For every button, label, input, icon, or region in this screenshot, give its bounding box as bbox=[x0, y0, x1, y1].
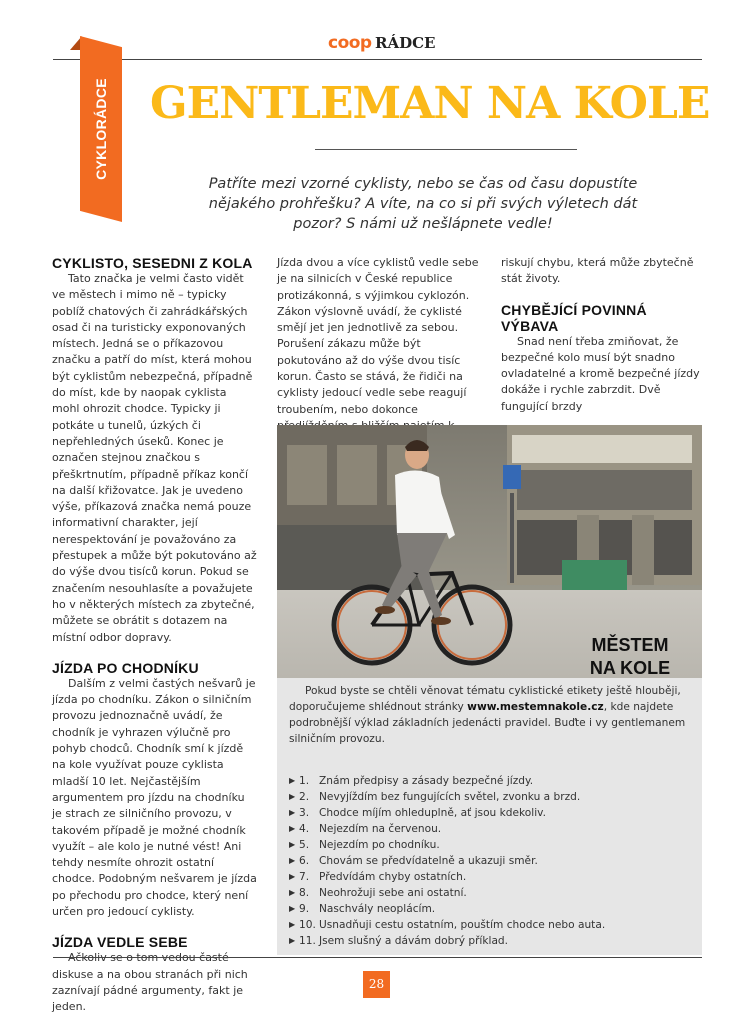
paragraph-side-by-side-cont: Jízda dvou a více cyklistů vedle sebe je na silnicích v České republice protizákonná, s výjimkou cyklozón. Zákon výslovně uvádí, že cyklisté smějí jet jen jednotlivě za sebou. Porušení zákazu může být pokutováno až do výše dvou tisíc korun. Často se stává, že řidiči na cyklisty jedoucí vedle sebe reagují troubením, nebo dokonce bbox=[277, 256, 479, 416]
paragraph-dismount: Tato značka je velmi často vidět ve městech i mimo ně – typicky poblíž chatových či zahrádkářských osad či na turisticky exponovaných místech. Jedná se o příkazovou značku a patří do míst, která mohou být cyklistům nebezpečná, případně do míst, kde by naopak cyklista mohl ohrozit chodce. Typicky ji potkáte u tunelů, úzkých či nepřehledných úseků. Konec je označen stejnou značkou s přeškrtnutím, případně příkaz končí na další křižovatce. Jak je uvedeno výše, příkazová značka nemá pouze informativní charakter, její nerespektování je považováno za přestupek a může být pokutováno až do výše dvou tisíců korun. Pokud se značením nesouhlasíte a považujete ho v některých místech za zbytečné, můžete se obrátit s dotazem na místní odbor dopravy. bbox=[52, 272, 257, 644]
box-intro bbox=[289, 683, 689, 747]
box-title-line1: MĚSTEM bbox=[591, 635, 669, 655]
rule-text: Chovám se předvídatelně a ukazuji směr. bbox=[319, 855, 538, 867]
column-middle bbox=[277, 255, 484, 451]
box-intro-text-a: Pokud byste se chtěli věnovat tématu cyklistické etikety ještě hlouběji, doporučujeme shlédnout stránky bbox=[289, 685, 681, 713]
section-name: RÁDCE bbox=[375, 34, 436, 52]
box-title bbox=[560, 634, 700, 680]
list-item bbox=[289, 933, 694, 949]
section-ribbon bbox=[70, 36, 136, 222]
coop-logo: coop bbox=[328, 33, 372, 53]
rule-number: 10. bbox=[299, 919, 316, 931]
list-item bbox=[289, 853, 694, 869]
arrow-bullet-icon: ▶ bbox=[289, 936, 296, 945]
list-item bbox=[289, 789, 694, 805]
arrow-bullet-icon: ▶ bbox=[289, 808, 296, 817]
rule-number: 7. bbox=[299, 871, 310, 883]
list-item bbox=[289, 869, 694, 885]
heading-sidewalk: JÍZDA PO CHODNÍKU bbox=[52, 659, 199, 676]
heading-dismount: CYKLISTO, SESEDNI Z KOLA bbox=[52, 255, 253, 271]
list-item bbox=[289, 837, 694, 853]
list-item bbox=[289, 917, 694, 933]
list-item bbox=[289, 805, 694, 821]
column-left bbox=[52, 255, 257, 1015]
rule-text: Nevyjíždím bez fungujících světel, zvonku a brzd. bbox=[319, 791, 581, 803]
paragraph-sidewalk: Dalším z velmi častých nešvarů je jízda po chodníku. Zákon o silničním provozu jednoznačně uvádí, že chodník je vyhrazen výlučně pro pohyb chodců. Chodník smí k jízdě na kole využívat pouze cyklista mladší 10 let. Nejčastějším argumentem pro jízdu na chodníku je strach ze silničního provozu, v takovém případě je možné chodník využít – ale kolo je nutné vést! Ani tehdy nesmíte ohrozit ostatní chodce. Podobným nešvarem je jízda po přechodu pro chodce, který není určen pro jedoucí cyklisty. bbox=[52, 676, 257, 918]
rule-number: 3. bbox=[299, 807, 310, 819]
rule-number: 1. bbox=[299, 775, 310, 787]
rules-list bbox=[289, 773, 694, 949]
rule-text: Nejezdím po chodníku. bbox=[319, 839, 440, 851]
arrow-bullet-icon: ▶ bbox=[289, 904, 296, 913]
arrow-bullet-icon: ▶ bbox=[289, 776, 296, 785]
page-number: 28 bbox=[363, 971, 390, 998]
list-item bbox=[289, 773, 694, 789]
paragraph-equipment: Snad není třeba zmiňovat, že bezpečné kolo musí být snadno ovladatelné a kromě bezpečné jízdy dokáže i rychle zabrzdit. Dvě fungující brzdy bbox=[501, 334, 700, 413]
arrow-bullet-icon: ▶ bbox=[289, 840, 296, 849]
column-right bbox=[501, 255, 706, 415]
title-divider bbox=[315, 149, 577, 150]
rule-text: Předvídám chyby ostatních. bbox=[319, 871, 467, 883]
box-intro-text-b: , kde najdete podrobnější výklad základních jedenácti pravidel. Buďte i vy gentlemanem silničním provozu. bbox=[289, 701, 686, 745]
rule-text: Naschvály neoplácím. bbox=[319, 903, 436, 915]
footer-divider bbox=[53, 957, 702, 958]
arrow-bullet-icon: ▶ bbox=[289, 824, 296, 833]
heading-side-by-side: JÍZDA VEDLE SEBE bbox=[52, 934, 188, 951]
box-title-line2: NA KOLE bbox=[589, 658, 671, 678]
rule-text: Usnadňuji cestu ostatním, pouštím chodce nebo auta. bbox=[319, 919, 606, 931]
rule-number: 6. bbox=[299, 855, 310, 867]
rule-text: Znám předpisy a zásady bezpečné jízdy. bbox=[319, 775, 534, 787]
header-divider bbox=[53, 59, 702, 60]
list-item bbox=[289, 821, 694, 837]
rule-number: 5. bbox=[299, 839, 310, 851]
arrow-bullet-icon: ▶ bbox=[289, 872, 296, 881]
heading-equipment: CHYBĚJÍCÍ POVINNÁ VÝBAVA bbox=[501, 301, 647, 334]
rule-number: 2. bbox=[299, 791, 310, 803]
article-title: GENTLEMAN NA KOLE bbox=[150, 78, 710, 129]
rule-number: 9. bbox=[299, 903, 310, 915]
arrow-bullet-icon: ▶ bbox=[289, 888, 296, 897]
rule-text: Chodce míjím ohleduplně, ať jsou kdekoliv. bbox=[319, 807, 546, 819]
arrow-bullet-icon: ▶ bbox=[289, 792, 296, 801]
box-url-link[interactable]: www.mestemnakole.cz bbox=[467, 701, 604, 713]
article-lead: Patříte mezi vzorné cyklisty, nebo se čas od času dopustíte nějakého prohřešku? A víte, na co si při svých výletech dát pozor? S námi už nešlápnete vedle! bbox=[208, 176, 638, 232]
ribbon-label: CYKLORÁDCE bbox=[93, 78, 109, 180]
paragraph-side-by-side: diskuse a na obou stranách při nich zaznívají pádné argumenty, fakt je jeden. bbox=[52, 967, 248, 1014]
paragraph-risk: riskují chybu, která může zbytečně stát životy. bbox=[501, 256, 694, 286]
arrow-bullet-icon: ▶ bbox=[289, 920, 296, 929]
rule-number: 8. bbox=[299, 887, 310, 899]
list-item bbox=[289, 885, 694, 901]
rule-number: 4. bbox=[299, 823, 310, 835]
rule-text: Jsem slušný a dávám dobrý příklad. bbox=[319, 935, 509, 947]
rule-text: Neohrožuji sebe ani ostatní. bbox=[319, 887, 467, 899]
rule-text: Nejezdím na červenou. bbox=[319, 823, 442, 835]
list-item bbox=[289, 901, 694, 917]
arrow-bullet-icon: ▶ bbox=[289, 856, 296, 865]
rule-number: 11. bbox=[299, 935, 316, 947]
